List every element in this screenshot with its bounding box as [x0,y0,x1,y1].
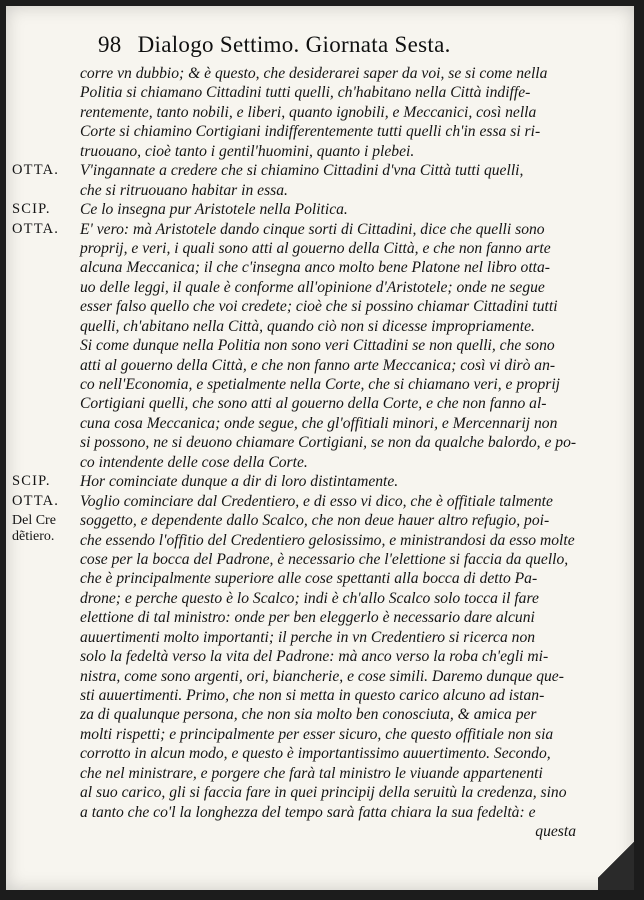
speaker-label: SCIP. [12,201,51,218]
text-line: che nel ministrare, e porgere che farà tal ministro le viuande appartenenti [80,764,543,782]
text-line: corre vn dubbio; & è questo, che desiderarei saper da voi, se si come nella [80,65,548,82]
text-line: Si come dunque nella Politia non sono veri Cittadini se non quelli, che sono [80,337,555,355]
text-line: che essendo l'offitio del Credentiero gelosissimo, e ministrandosi da esso molte [80,531,575,549]
text-line: Cortigiani quelli, che sono atti al gouerno della Corte, e che non fanno al- [80,395,547,413]
page-number: 98 [98,32,122,57]
speaker-label: OTTA. [12,220,60,237]
page-corner-shadow [598,830,634,890]
book-page [6,6,634,890]
text-line: elettione di tal ministro: onde per ben eleggerlo è necessario dare alcuni [80,609,535,627]
text-line: atti al gouerno della Città, e che non fanno arte Meccanica; così vi dirò an- [80,356,556,374]
text-line: soggetto, e dependente dallo Scalco, che non deue hauer altro refugio, poi- [80,512,550,530]
catchword: questa [535,823,576,841]
text-line: V'ingannate a credere che si chiamino Cittadini d'vna Città tutti quelli, [80,162,524,180]
text-line: truouano, cioè tanto i gentil'huomini, quanto i plebei. [80,142,415,160]
dialogue-text [12,64,577,842]
text-line: sti auuertimenti. Primo, che non si metta in questo carico alcuno ad istan- [80,687,545,704]
text-line: al suo carico, gli si faccia fare in quei principij della seruitù la credenza, sino [80,784,567,802]
text-line: E' vero: mà Aristotele dando cinque sorti di Cittadini, dice che quelli sono [80,220,545,238]
text-line: corrotto in alcun modo, e questo è importantissimo auuertimento. Secondo, [80,745,551,763]
running-title: Dialogo Settimo. Giornata Sesta. [137,32,451,57]
text-line: proprij, e veri, i quali sono atti al gouerno della Città, e che non fanno arte [80,239,551,257]
text-line: solo la fedeltà verso la vita del Padrone: mà anco verso la roba ch'egli mi- [80,648,549,666]
text-line: Politia si chiamano Cittadini tutti quelli, ch'habitano nella Città indiffe- [80,84,531,102]
text-line: drone; e perche questo è lo Scalco; indi è ch'allo Scalco solo tocca il fare [80,589,539,607]
text-line: molti rispetti; e principalmente per esser sicuro, che questo offitiale non sia [80,725,554,743]
running-header [98,32,451,58]
text-line: za di qualunque persona, che non sia molto ben conosciuta, & amica per [80,706,537,724]
text-line: esser falso quello che voi credete; cioè che si possino chiamar Cittadini tutti [80,298,558,316]
text-line: si possono, ne si deuono chiamare Cortigiani, se non da qualche balordo, e po- [80,434,577,452]
text-line: alcuna Meccanica; il che c'insegna anco molto bene Platone nel libro otta- [80,259,551,277]
speaker-label: OTTA. [12,492,60,509]
text-line: auuertimenti molto importanti; il perche in vn Credentiero si ricerca non [80,628,536,646]
speaker-label: OTTA. [12,162,60,179]
margin-note-line: dẽtiero. [12,529,55,545]
text-line: co nell'Economia, e spetialmente nella Corte, che si chiamano veri, e proprij [80,376,560,393]
text-line: a tanto che co'l la longhezza del tempo sarà fatta chiara la sua fedeltà: e [80,803,536,821]
margin-note [12,513,56,545]
text-line: co intendente delle cose della Corte. [80,453,308,471]
text-line: Voglio cominciare dal Credentiero, e di esso vi dico, che è offitiale talmente [80,492,553,510]
text-line: che è principalmente superiore alle cose spettanti alla bocca di detto Pa- [80,570,538,588]
text-line: cose per la bocca del Padrone, è necessario che l'elettione si faccia da quello, [80,550,569,568]
text-line: Corte si chiamino Cortigiani indifferentemente tutti quelli ch'in essa si ri- [80,123,541,141]
text-line: Hor cominciate dunque a dir di loro distintamente. [80,473,399,491]
text-line: Ce lo insegna pur Aristotele nella Politica. [80,201,348,219]
text-line: uo delle leggi, il quale è conforme all'opinione d'Aristotele; onde ne segue [80,278,545,296]
text-line: rentemente, tanto nobili, e liberi, quanto ignobili, e Meccanici, così nella [80,103,537,121]
text-line: che si ritruouano habitar in essa. [80,181,288,199]
speaker-label: SCIP. [12,473,51,490]
text-line: nistra, come sono argenti, ori, biancherie, e cose simili. Daremo dunque que- [80,667,564,685]
text-line: quelli, ch'abitano nella Città, quando ciò non si dicesse impropriamente. [80,317,535,335]
margin-note-line: Del Cre [12,513,56,529]
text-line: cuna cosa Meccanica; onde segue, che gl'offitiali minori, e Mercennarij non [80,414,558,432]
